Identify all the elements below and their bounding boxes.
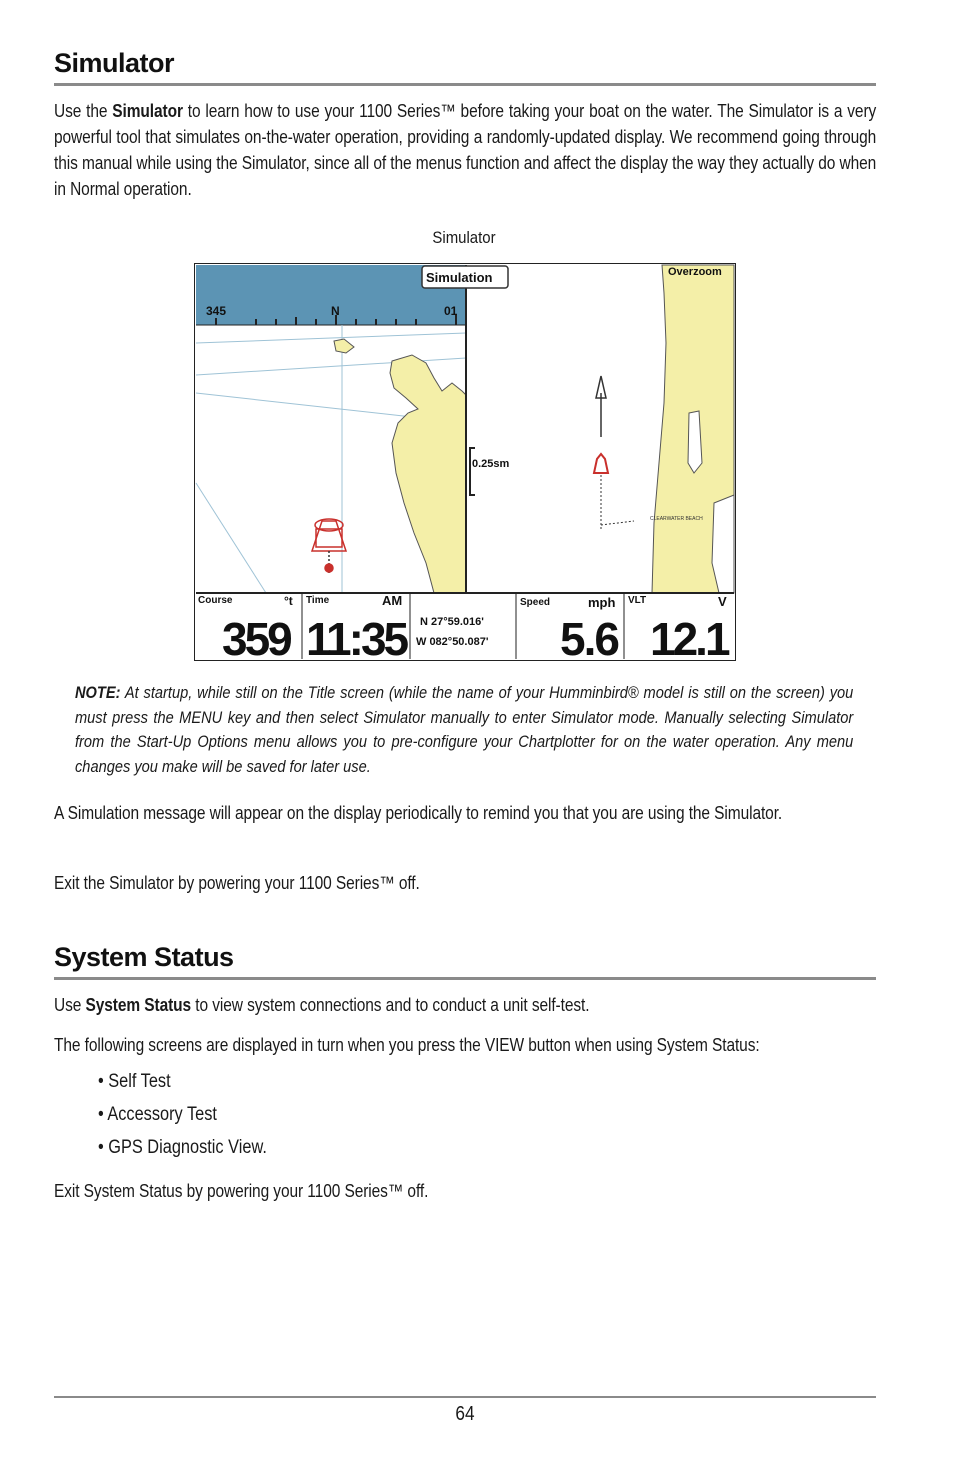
chart-view-pane — [467, 265, 734, 593]
intro-bold-term: System Status — [85, 995, 192, 1015]
exit-simulator-paragraph: Exit the Simulator by powering your 1100 Series™ off. — [54, 873, 420, 893]
vlt-unit: V — [718, 594, 727, 609]
vlt-label: VLT — [628, 595, 647, 606]
simulator-intro-paragraph — [54, 98, 876, 202]
system-status-intro-paragraph — [54, 992, 876, 1018]
perspective-view-pane — [196, 265, 466, 593]
data-bar — [196, 593, 734, 661]
list-item-gps-diagnostic: • GPS Diagnostic View. — [98, 1137, 267, 1158]
simulation-message-paragraph: A Simulation message will appear on the display periodically to remind you that you are using the Simulator. — [54, 803, 783, 823]
list-item-accessory-test: • Accessory Test — [98, 1104, 217, 1125]
overzoom-label: Overzoom — [668, 266, 722, 278]
compass-345-label: 345 — [206, 304, 227, 318]
intro-bold-term: Simulator — [112, 101, 183, 121]
simulator-screen-image — [194, 263, 736, 661]
compass-015-label: 01 — [444, 304, 458, 318]
intro-text-rest: to learn how to use your 1100 Series™ before taking your boat on the water. The Simulator is a very powerful tool that simulates on-the-water operation, providing a randomly-updated display. We recommend going through this manual while using the Simulator, since all of the menus function and affect the display the way they actually do when in Normal operation. — [54, 101, 877, 199]
speed-label: Speed — [520, 597, 551, 608]
section-rule — [54, 977, 876, 980]
place-label: CLEARWATER BEACH — [650, 516, 703, 522]
section-rule — [54, 83, 876, 86]
speed-unit: mph — [588, 595, 616, 610]
section-title-system-status: System Status — [54, 942, 234, 972]
longitude-value: W 082°50.087' — [416, 636, 489, 648]
figure-caption: Simulator — [432, 228, 496, 247]
list-item-self-test: • Self Test — [98, 1071, 171, 1092]
time-value: 11:35 — [306, 613, 407, 661]
note-paragraph — [75, 681, 853, 779]
view-button-paragraph: The following screens are displayed in turn when you press the VIEW button when using System Status: — [54, 1035, 760, 1055]
course-value: 359 — [222, 613, 290, 661]
scale-label: 0.25sm — [472, 458, 510, 470]
compass-n-label: N — [331, 304, 340, 318]
course-unit: °t — [284, 594, 293, 608]
note-label: NOTE: — [75, 683, 121, 702]
intro-text-rest: to view system connections and to conduct a unit self-test. — [191, 995, 590, 1015]
speed-value: 5.6 — [560, 613, 618, 661]
intro-text-start: Use — [54, 995, 86, 1015]
simulation-banner-text: Simulation — [426, 270, 493, 285]
time-label: Time — [306, 595, 330, 606]
time-ampm: AM — [382, 593, 403, 608]
exit-system-status-paragraph: Exit System Status by powering your 1100 Series™ off. — [54, 1181, 429, 1201]
page-number: 64 — [455, 1403, 475, 1425]
latitude-value: N 27°59.016' — [420, 616, 484, 628]
course-label: Course — [198, 595, 233, 606]
intro-text-start: Use the — [54, 101, 113, 121]
note-text: At startup, while still on the Title screen (while the name of your Humminbird® model is still on the screen) you must press the MENU key and then select Simulator manually to enter Simulator mode. Manually selecting Simulator from the Start-Up Options menu allows you to pre-configure your Chartplotter for on the water operation. Any menu changes you make will be saved for later use. — [75, 683, 854, 776]
footer-rule — [54, 1396, 876, 1398]
vlt-value: 12.1 — [650, 613, 728, 661]
section-title-simulator: Simulator — [54, 48, 175, 78]
